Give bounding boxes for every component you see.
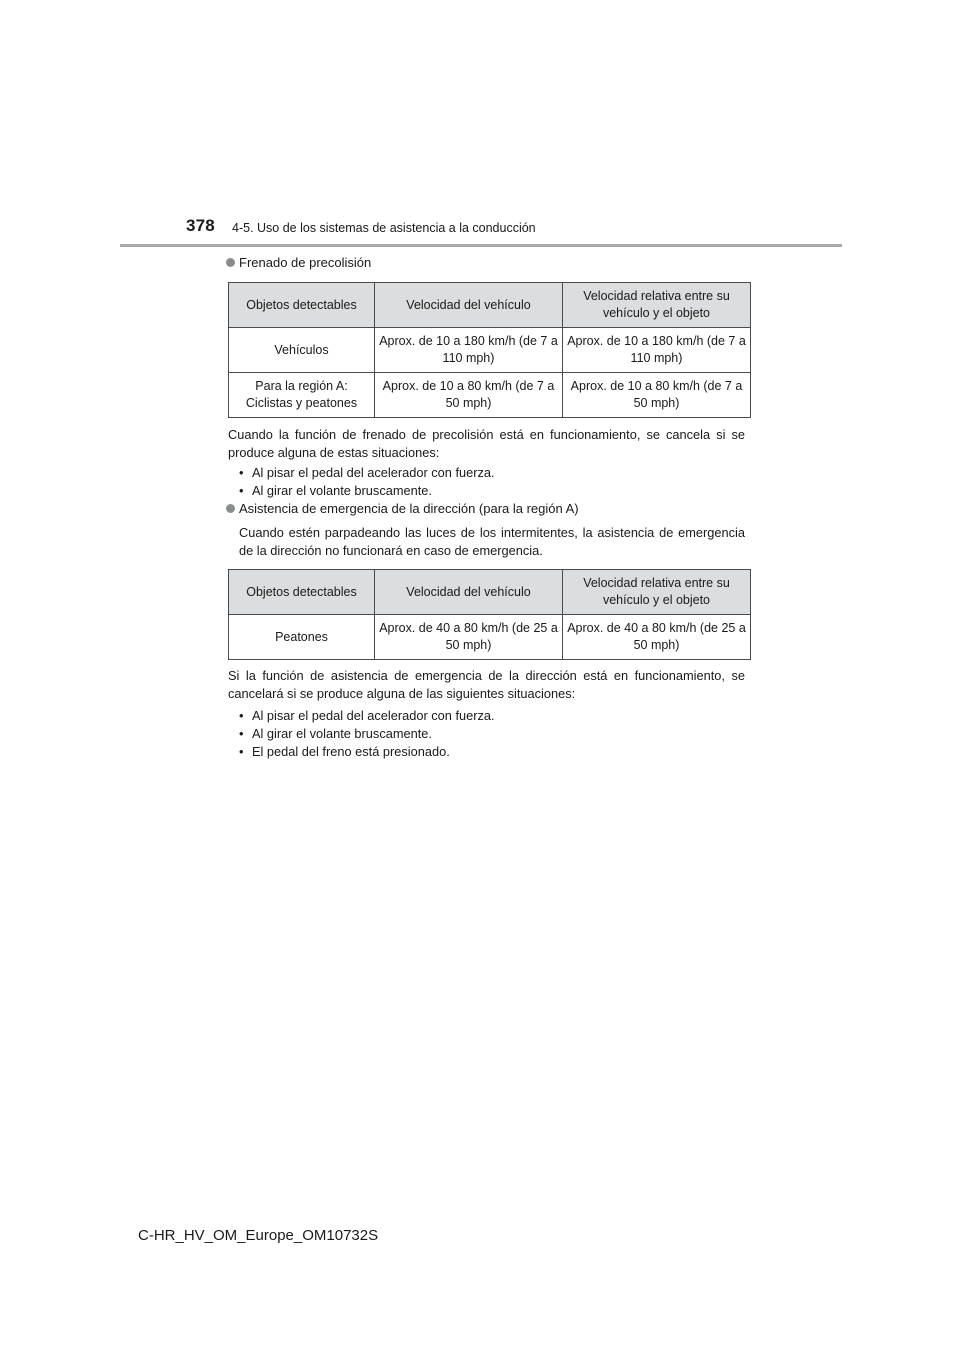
table-cell: Aprox. de 10 a 180 km/h (de 7 a 110 mph) bbox=[563, 328, 751, 373]
precollision-cancel-paragraph: Cuando la función de frenado de precolisión está en funcionamiento, se cancela si se produce alguna de estas situaciones: bbox=[228, 427, 745, 460]
steering-assist-cancel-list bbox=[239, 707, 495, 761]
list-item: • El pedal del freno está presionado. bbox=[239, 743, 495, 761]
heading-text: Asistencia de emergencia de la dirección (para la región A) bbox=[239, 501, 579, 516]
table-header-cell: Objetos detectables bbox=[229, 283, 375, 328]
section-heading-steering-assist bbox=[226, 501, 579, 516]
list-item: • Al girar el volante bruscamente. bbox=[239, 725, 495, 743]
table-header-cell: Objetos detectables bbox=[229, 570, 375, 615]
table-header-cell: Velocidad del vehículo bbox=[375, 283, 563, 328]
table-cell: Aprox. de 10 a 180 km/h (de 7 a 110 mph) bbox=[375, 328, 563, 373]
document-code: C-HR_HV_OM_Europe_OM10732S bbox=[138, 1227, 379, 1244]
table-cell: Vehículos bbox=[229, 328, 375, 373]
table-cell: Peatones bbox=[229, 615, 375, 660]
table-header-cell: Velocidad relativa entre su vehículo y el objeto bbox=[563, 570, 751, 615]
list-item: • Al pisar el pedal del acelerador con fuerza. bbox=[239, 464, 495, 482]
header-divider bbox=[120, 244, 842, 247]
table-row bbox=[229, 373, 751, 418]
bullet-circle-icon bbox=[226, 504, 235, 513]
table-header-cell: Velocidad del vehículo bbox=[375, 570, 563, 615]
section-heading-precollision bbox=[226, 255, 371, 270]
page-number: 378 bbox=[186, 216, 215, 235]
steering-assist-cancel-paragraph: Si la función de asistencia de emergencia de la dirección está en funcionamiento, se cancelará si se produce alguna de las siguientes situaciones: bbox=[228, 668, 745, 701]
steering-assist-intro: Cuando estén parpadeando las luces de los intermitentes, la asistencia de emergencia de la dirección no funcionará en caso de emergencia. bbox=[239, 525, 745, 558]
table-cell: Aprox. de 10 a 80 km/h (de 7 a 50 mph) bbox=[375, 373, 563, 418]
list-item: • Al girar el volante bruscamente. bbox=[239, 482, 495, 500]
list-item: • Al pisar el pedal del acelerador con fuerza. bbox=[239, 707, 495, 725]
table-header-row bbox=[229, 283, 751, 328]
precollision-cancel-list bbox=[239, 464, 495, 500]
table-header-row bbox=[229, 570, 751, 615]
table-cell: Aprox. de 10 a 80 km/h (de 7 a 50 mph) bbox=[563, 373, 751, 418]
table-row bbox=[229, 615, 751, 660]
table-header-cell: Velocidad relativa entre su vehículo y el objeto bbox=[563, 283, 751, 328]
section-title: 4-5. Uso de los sistemas de asistencia a la conducción bbox=[232, 221, 536, 235]
table-cell: Aprox. de 40 a 80 km/h (de 25 a 50 mph) bbox=[375, 615, 563, 660]
precollision-table bbox=[228, 282, 751, 418]
table-cell: Aprox. de 40 a 80 km/h (de 25 a 50 mph) bbox=[563, 615, 751, 660]
steering-assist-table bbox=[228, 569, 751, 660]
heading-text: Frenado de precolisión bbox=[239, 255, 372, 270]
table-cell: Para la región A: Ciclistas y peatones bbox=[229, 373, 375, 418]
bullet-circle-icon bbox=[226, 258, 235, 267]
table-row bbox=[229, 328, 751, 373]
